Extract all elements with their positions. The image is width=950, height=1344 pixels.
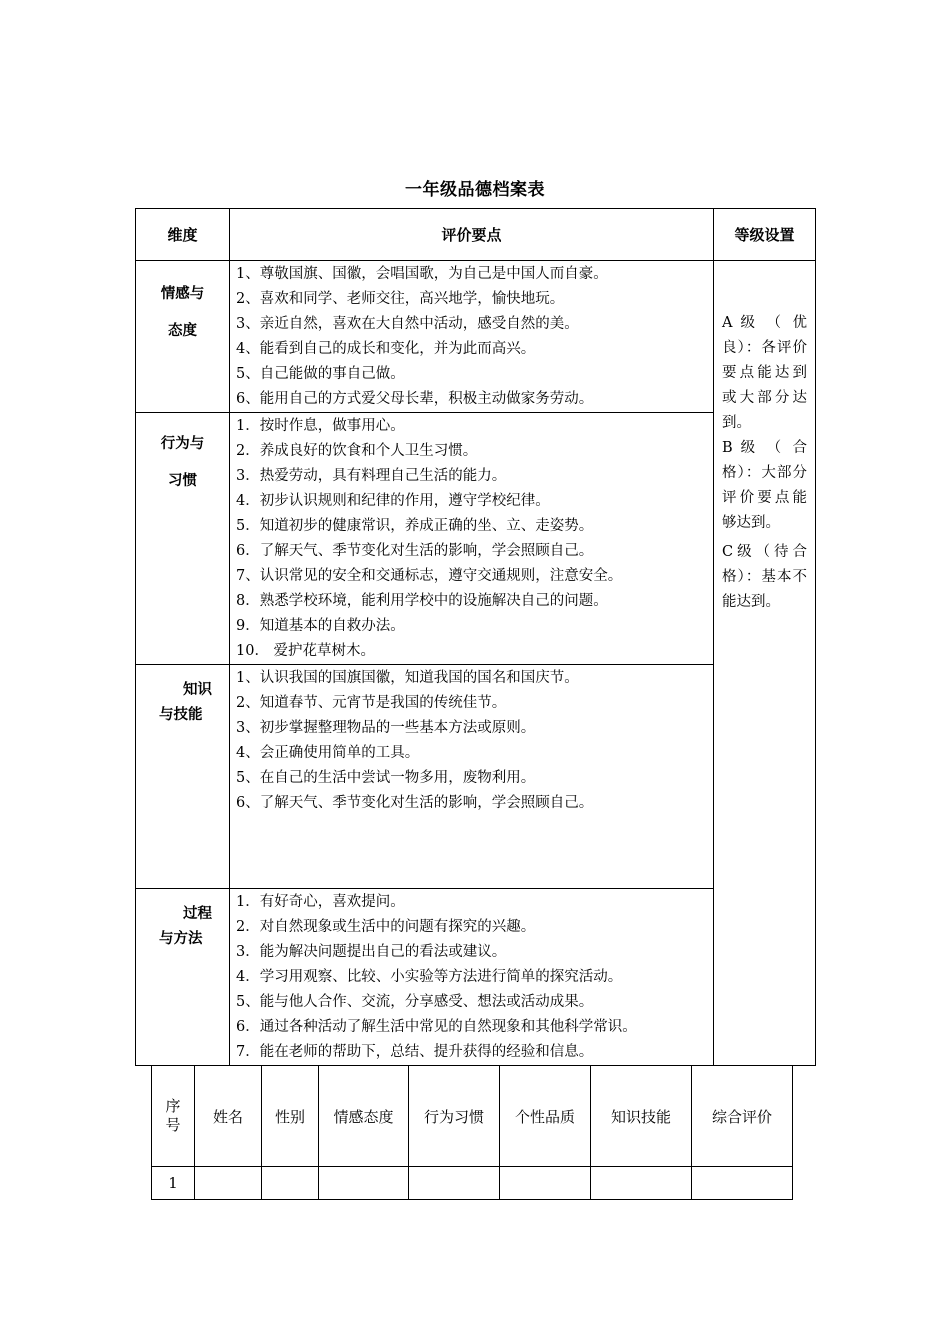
dimension-label: 情感与 bbox=[160, 286, 205, 302]
point-item: 8．熟悉学校环境，能利用学校中的设施解决自己的问题。 bbox=[236, 593, 608, 609]
points-cell bbox=[230, 261, 714, 413]
seq-label: 号 bbox=[165, 1116, 181, 1134]
point-item: 1、尊敬国旗、国徽，会唱国歌，为自己是中国人而自豪。 bbox=[236, 266, 608, 282]
roster-cell-behavior[interactable] bbox=[409, 1167, 500, 1200]
criteria-header-row bbox=[136, 209, 816, 261]
grade-c: C级（待合格）：基本不能达到。 bbox=[722, 544, 807, 610]
point-item: 5、能与他人合作、交流，分享感受、想法或活动成果。 bbox=[236, 994, 594, 1010]
section-row-emotion bbox=[136, 261, 816, 413]
dimension-label: 习惯 bbox=[168, 473, 197, 489]
point-item: 6．了解天气、季节变化对生活的影响，学会照顾自己。 bbox=[236, 543, 594, 559]
point-item: 4、会正确使用简单的工具。 bbox=[236, 745, 420, 761]
dimension-label: 知识 bbox=[183, 682, 212, 698]
roster-header-character: 个性品质 bbox=[500, 1066, 591, 1167]
dimension-label: 与技能 bbox=[159, 707, 203, 723]
roster-header-emotion: 情感态度 bbox=[319, 1066, 409, 1167]
point-item: 5、自己能做的事自己做。 bbox=[236, 366, 405, 382]
roster-header-knowledge: 知识技能 bbox=[591, 1066, 692, 1167]
point-item: 3．能为解决问题提出自己的看法或建议。 bbox=[236, 944, 507, 960]
roster-cell-overall[interactable] bbox=[692, 1167, 793, 1200]
point-item: 7、认识常见的安全和交通标志，遵守交通规则，注意安全。 bbox=[236, 568, 623, 584]
roster-cell-character[interactable] bbox=[500, 1167, 591, 1200]
roster-header-seq bbox=[152, 1066, 195, 1167]
seq-label: 序 bbox=[165, 1097, 181, 1115]
dimension-label: 态度 bbox=[168, 323, 197, 339]
dimension-cell bbox=[136, 665, 230, 889]
roster-header-overall: 综合评价 bbox=[692, 1066, 793, 1167]
roster-cell-knowledge[interactable] bbox=[591, 1167, 692, 1200]
point-item: 1．按时作息，做事用心。 bbox=[236, 418, 405, 434]
point-item: 3、亲近自然，喜欢在大自然中活动，感受自然的美。 bbox=[236, 316, 579, 332]
dimension-cell bbox=[136, 889, 230, 1066]
point-item: 4．学习用观察、比较、小实验等方法进行简单的探究活动。 bbox=[236, 969, 623, 985]
point-item: 2、知道春节、元宵节是我国的传统佳节。 bbox=[236, 695, 507, 711]
dimension-label: 过程 bbox=[183, 906, 212, 922]
point-item: 10． 爱护花草树木。 bbox=[236, 643, 376, 659]
dimension-label: 与方法 bbox=[159, 931, 203, 947]
roster-row bbox=[152, 1167, 793, 1200]
point-item: 2．养成良好的饮食和个人卫生习惯。 bbox=[236, 443, 478, 459]
point-item: 3、初步掌握整理物品的一些基本方法或原则。 bbox=[236, 720, 536, 736]
header-dimension: 维度 bbox=[136, 209, 230, 261]
roster-header-behavior: 行为习惯 bbox=[409, 1066, 500, 1167]
point-item: 7．能在老师的帮助下，总结、提升获得的经验和信息。 bbox=[236, 1044, 594, 1060]
point-item: 6、能用自己的方式爱父母长辈，积极主动做家务劳动。 bbox=[236, 391, 594, 407]
point-item: 2、喜欢和同学、老师交往，高兴地学，愉快地玩。 bbox=[236, 291, 565, 307]
roster-cell-gender[interactable] bbox=[262, 1167, 319, 1200]
point-item: 5．知道初步的健康常识，养成正确的坐、立、走姿势。 bbox=[236, 518, 594, 534]
header-grade: 等级设置 bbox=[714, 209, 816, 261]
grade-a: A 级 （ 优 良）：各评价要点能达到或大部分达到。 bbox=[722, 315, 807, 431]
points-cell bbox=[230, 413, 714, 665]
roster-cell-name[interactable] bbox=[195, 1167, 262, 1200]
points-cell bbox=[230, 889, 714, 1066]
dimension-label: 行为与 bbox=[160, 436, 205, 452]
point-item: 1．有好奇心，喜欢提问。 bbox=[236, 894, 405, 910]
roster-table bbox=[151, 1065, 793, 1200]
point-item: 1、认识我国的国旗国徽，知道我国的国名和国庆节。 bbox=[236, 670, 579, 686]
point-item: 3．热爱劳动，具有料理自己生活的能力。 bbox=[236, 468, 507, 484]
points-cell bbox=[230, 665, 714, 889]
grade-b: B 级 （ 合 格）：大部分评价要点能够达到。 bbox=[722, 440, 807, 531]
point-item: 6．通过各种活动了解生活中常见的自然现象和其他科学常识。 bbox=[236, 1019, 637, 1035]
roster-cell-seq: 1 bbox=[152, 1167, 195, 1200]
header-points: 评价要点 bbox=[230, 209, 714, 261]
point-item: 9．知道基本的自救办法。 bbox=[236, 618, 405, 634]
point-item: 4．初步认识规则和纪律的作用，遵守学校纪律。 bbox=[236, 493, 550, 509]
document-title: 一年级品德档案表 bbox=[405, 180, 545, 200]
grade-cell bbox=[714, 261, 816, 1066]
point-item: 4、能看到自己的成长和变化，并为此而高兴。 bbox=[236, 341, 536, 357]
point-item: 6、了解天气、季节变化对生活的影响，学会照顾自己。 bbox=[236, 795, 594, 811]
dimension-cell bbox=[136, 413, 230, 665]
point-item: 5、在自己的生活中尝试一物多用，废物利用。 bbox=[236, 770, 536, 786]
roster-header-name: 姓名 bbox=[195, 1066, 262, 1167]
dimension-cell bbox=[136, 261, 230, 413]
roster-cell-emotion[interactable] bbox=[319, 1167, 409, 1200]
point-item: 2．对自然现象或生活中的问题有探究的兴趣。 bbox=[236, 919, 536, 935]
roster-header-gender: 性别 bbox=[262, 1066, 319, 1167]
roster-header-row bbox=[152, 1066, 793, 1167]
criteria-table bbox=[135, 208, 816, 1066]
